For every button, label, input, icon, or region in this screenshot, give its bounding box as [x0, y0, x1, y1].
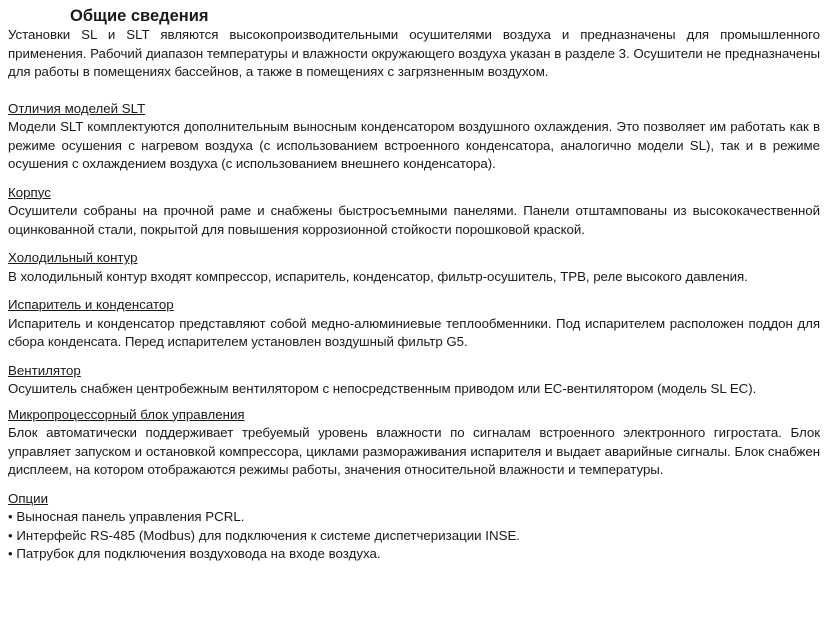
section-heading: Испаритель и конденсатор	[8, 297, 174, 312]
section-options	[8, 490, 820, 564]
section-refrigeration-circuit	[8, 249, 820, 286]
section-evaporator-condenser	[8, 296, 820, 352]
list-item: • Патрубок для подключения воздуховода на входе воздуха.	[8, 546, 381, 561]
section-heading: Вентилятор	[8, 362, 81, 378]
intro-paragraph: Установки SL и SLT являются высокопроизводительными осушителями воздуха и предназначены для промышленного применения. Рабочий диапазон температуры и влажности окружающего воздуха указан в разделе 3. Осушители не предназначены для работы в помещениях бассейнов, а также в помещениях с загрязненным воздухом.	[8, 27, 820, 79]
section-slt-differences	[8, 100, 820, 174]
section-text: Осушители собраны на прочной раме и снабжены быстросъемными панелями. Панели отштампованы из высококачественной оцинкованной стали, покрытой для повышения коррозионной стойкости порошковой краской.	[8, 203, 820, 237]
section-heading: Микропроцессорный блок управления	[8, 406, 245, 422]
section-casing	[8, 184, 820, 240]
options-list	[8, 508, 820, 564]
list-item: • Интерфейс RS-485 (Modbus) для подключения к системе диспетчеризации INSE.	[8, 527, 521, 543]
section-heading: Опции	[8, 490, 49, 506]
section-text: Осушитель снабжен центробежным вентилятором с непосредственным приводом или ЕС-вентилятором (модель SL EC).	[8, 381, 757, 396]
document-page	[8, 6, 820, 564]
list-item: • Выносная панель управления PCRL.	[8, 509, 245, 524]
section-text: Блок автоматически поддерживает требуемый уровень влажности по сигналам встроенного электронного гигростата. Блок управляет запуском и остановкой компрессора, циклами размораживания испарителя и выдает аварийные сигналы. Блок снабжен дисплеем, на котором отображаются режимы работы, значения относительной влажности и температуры.	[8, 425, 820, 477]
section-heading: Холодильный контур	[8, 250, 138, 265]
section-text: В холодильный контур входят компрессор, испаритель, конденсатор, фильтр-осушитель, ТРВ, реле высокого давления.	[8, 268, 748, 284]
section-text: Модели SLT комплектуются дополнительным выносным конденсатором воздушного охлаждения. Это позволяет им работать как в режиме осушения с нагревом воздуха (с использованием встроенного конденсатора, аналогично модели SL), так и в режиме осушения с охлаждением воздуха (с использованием внешнего конденсатора).	[8, 119, 820, 171]
section-text: Испаритель и конденсатор представляют собой медно-алюминиевые теплообменники. Под испарителем расположен поддон для сбора конденсата. Перед испарителем установлен воздушный фильтр G5.	[8, 315, 820, 349]
section-control-unit	[8, 406, 820, 480]
page-title: Общие сведения	[70, 7, 209, 25]
section-fan	[8, 362, 820, 399]
section-heading: Отличия моделей SLT	[8, 100, 146, 116]
section-heading: Корпус	[8, 184, 51, 200]
